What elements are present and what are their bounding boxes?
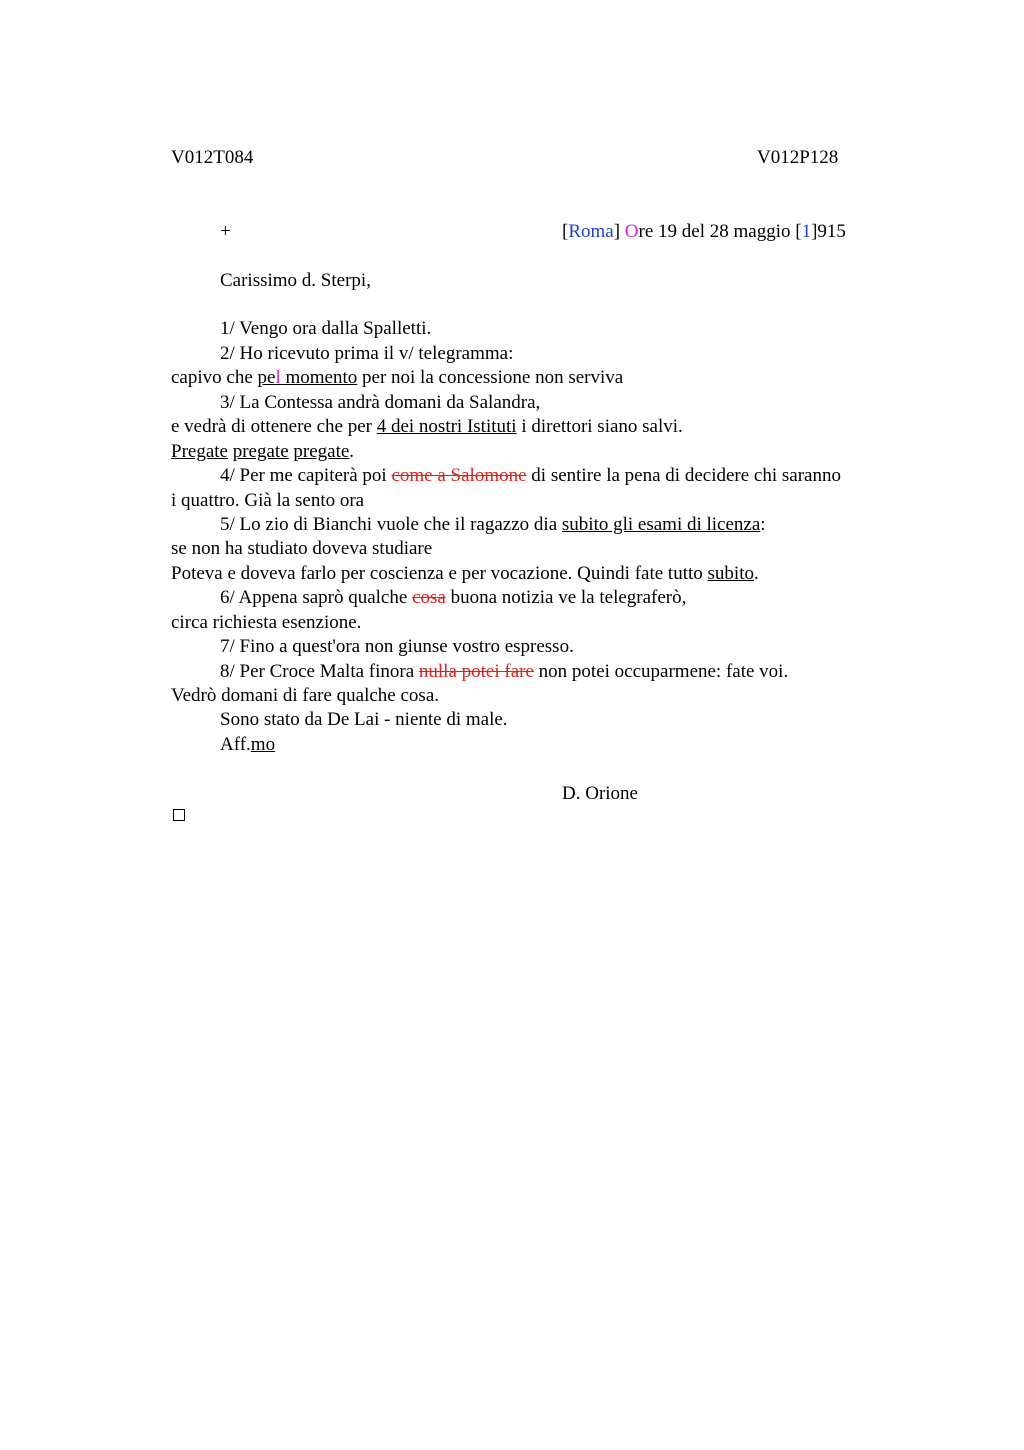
deleted-text: come a Salomone (391, 465, 527, 486)
document-code-right: V012P128 (757, 147, 839, 168)
underlined-word: pregate (232, 441, 289, 462)
letter-line-16: Vedrò domani di fare qualche cosa. (171, 685, 440, 706)
letter-line-6 (171, 441, 354, 463)
letter-line-15 (220, 661, 788, 683)
dateline-bracket: [ (562, 221, 569, 242)
dateline-bracket: [ (795, 221, 802, 242)
end-marker-box (173, 809, 185, 821)
letter-line-7 (220, 465, 841, 487)
underlined-word (258, 367, 358, 388)
document-code-left: V012T084 (171, 147, 254, 168)
salutation: Carissimo d. Sterpi, (220, 270, 371, 291)
dateline-bracket: ] (613, 221, 621, 242)
dateline-time: re 19 del 28 maggio (638, 221, 796, 242)
underlined-text: mo (250, 734, 276, 755)
signature: D. Orione (562, 783, 638, 804)
letter-line-4: 3/ La Contessa andrà domani da Salandra, (220, 392, 541, 413)
text-run: buona notizia ve la telegraferò, (445, 587, 687, 608)
text-run: per noi la concessione non serviva (357, 367, 624, 388)
underlined-text: 4 dei nostri Istituti (376, 416, 517, 437)
text-run: Poteva e doveva farlo per coscienza e per vocazione. Quindi fate tutto (171, 563, 708, 584)
text-run: i direttori siano salvi. (516, 416, 683, 437)
closing (220, 734, 275, 756)
text-run: Aff. (220, 734, 251, 755)
letter-line-8: i quattro. Già la sento ora (171, 490, 365, 511)
text-run: non potei occuparmene: fate voi. (533, 661, 789, 682)
dateline-o-letter: O (624, 221, 639, 242)
underlined-text: subito gli esami di licenza (561, 514, 761, 535)
letter-line-11 (171, 563, 759, 585)
letter-line-17: Sono stato da De Lai - niente di male. (220, 709, 508, 730)
letter-line-9 (220, 514, 766, 536)
text-run: 6/ Appena saprò qualche (220, 587, 413, 608)
cross-mark: + (220, 221, 231, 242)
text-run: 8/ Per Croce Malta finora (220, 661, 419, 682)
underlined-word: subito (707, 563, 754, 584)
letter-line-1: 1/ Vengo ora dalla Spalletti. (220, 318, 432, 339)
dateline-place: Roma (568, 221, 614, 242)
deleted-text: nulla potei fare (418, 661, 534, 682)
text-run: . (349, 441, 355, 462)
text-run: : (760, 514, 766, 535)
letter-line-12 (220, 587, 686, 609)
underlined-word: pregate (293, 441, 350, 462)
letter-line-13: circa richiesta esenzione. (171, 612, 362, 633)
letter-line-10: se non ha studiato doveva studiare (171, 538, 433, 559)
letter-line-3 (171, 367, 623, 389)
dateline-bracket: ] (811, 221, 818, 242)
text-run: e vedrà di ottenere che per (171, 416, 377, 437)
deleted-text: cosa (412, 587, 446, 608)
dateline-year: 915 (817, 221, 846, 242)
text-run: 4/ Per me capiterà poi (220, 465, 392, 486)
text-run: 5/ Lo zio di Bianchi vuole che il ragazzo dia (220, 514, 562, 535)
text-run: pe (257, 367, 276, 388)
editorial-letter: l (275, 367, 281, 388)
text-run: di sentire la pena di decidere chi saranno (526, 465, 841, 486)
underlined-word: Pregate (171, 441, 228, 462)
letter-line-5 (171, 416, 683, 438)
dateline (562, 221, 846, 243)
letter-line-14: 7/ Fino a quest'ora non giunse vostro espresso. (220, 636, 574, 657)
dateline-century: 1 (801, 221, 812, 242)
letter-line-2: 2/ Ho ricevuto prima il v/ telegramma: (220, 343, 514, 364)
text-run: momento (280, 367, 358, 388)
text-run: . (753, 563, 759, 584)
text-run: capivo che (171, 367, 258, 388)
